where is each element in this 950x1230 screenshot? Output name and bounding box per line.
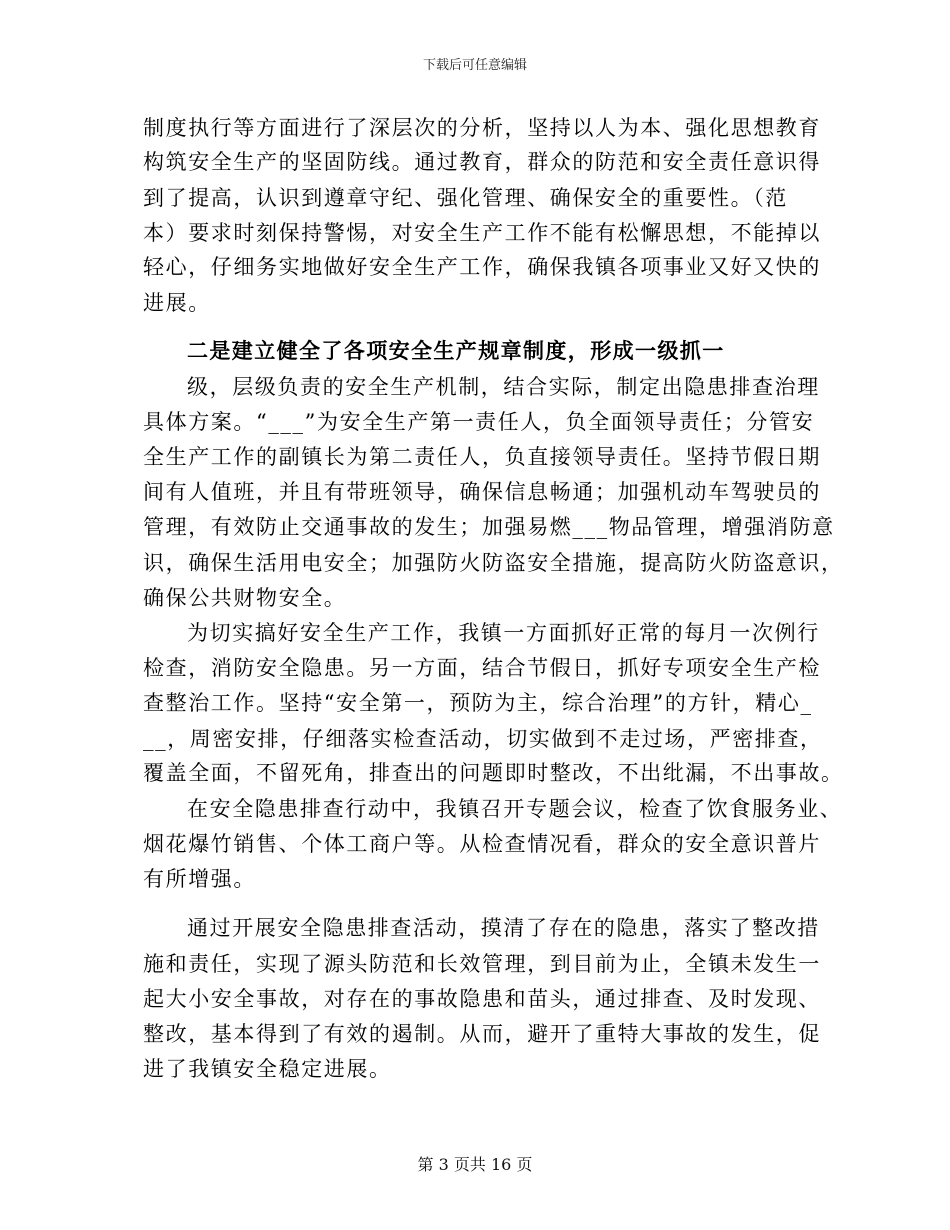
paragraph-line: 有所增强。 — [143, 867, 256, 891]
paragraph-line: 全生产工作的副镇长为第二责任人，负直接领导责任。坚持节假日期 — [143, 445, 821, 469]
paragraph-line: 施和责任，实现了源头防范和长效管理，到目前为止，全镇未发生一 — [143, 952, 821, 976]
paragraph-line: 检查，消防安全隐患。另一方面，结合节假日，抓好专项安全生产检 — [143, 656, 821, 680]
paragraph-line: 管理，有效防止交通事故的发生；加强易燃___物品管理，增强消防意 — [143, 515, 835, 539]
page-header: 下载后可任意编辑 — [422, 58, 527, 73]
paragraph-line: 确保公共财物安全。 — [143, 586, 347, 610]
paragraph-line: 起大小安全事故，对存在的事故隐患和苗头，通过排查、及时发现、 — [143, 987, 821, 1011]
paragraph-line: 为切实搞好安全生产工作，我镇一方面抓好正常的每月一次例行 — [187, 621, 820, 645]
paragraph-line: 间有人值班，并且有带班领导，确保信息畅通；加强机动车驾驶员的 — [143, 480, 821, 504]
paragraph-line: 轻心，仔细务实地做好安全生产工作，确保我镇各项事业又好又快的 — [143, 255, 821, 279]
paragraph-line: 制度执行等方面进行了深层次的分析，坚持以人为本、强化思想教育 — [143, 116, 821, 140]
paragraph-line: 覆盖全面，不留死角，排查出的问题即时整改，不出纰漏，不出事故。 — [143, 761, 844, 785]
paragraph-line: __，周密安排，仔细落实检查活动，切实做到不走过场，严密排查， — [143, 727, 823, 751]
paragraph-line: 级，层级负责的安全生产机制，结合实际，制定出隐患排查治理 — [187, 375, 820, 399]
section-heading: 二是建立健全了各项安全生产规章制度，形成一级抓一 — [187, 338, 725, 363]
paragraph-line: 进了我镇安全稳定进展。 — [143, 1057, 392, 1081]
paragraph-line: 进展。 — [143, 291, 211, 315]
page-number: 第 3 页共 16 页 — [417, 1155, 533, 1174]
paragraph-line: 本）要求时刻保持警惕，对安全生产工作不能有松懈思想，不能掉以 — [143, 221, 821, 245]
paragraph-line: 具体方案。“___”为安全生产第一责任人，负全面领导责任；分管安 — [143, 410, 815, 434]
paragraph-line: 查整治工作。坚持“安全第一，预防为主，综合治理”的方针，精心_ — [143, 691, 813, 715]
paragraph-line: 识，确保生活用电安全；加强防火防盗安全措施，提高防火防盗意识， — [143, 551, 844, 575]
paragraph-line: 烟花爆竹销售、个体工商户等。从检查情况看，群众的安全意识普片 — [143, 832, 821, 856]
paragraph-line: 构筑安全生产的坚固防线。通过教育，群众的防范和安全责任意识得 — [143, 150, 821, 174]
paragraph-line: 在安全隐患排查行动中，我镇召开专题会议，检查了饮食服务业、 — [187, 797, 843, 821]
paragraph-line: 通过开展安全隐患排查活动，摸清了存在的隐患，落实了整改措 — [187, 916, 820, 940]
paragraph-line: 到了提高，认识到遵章守纪、强化管理、确保安全的重要性。（范 — [143, 186, 788, 210]
paragraph-line: 整改，基本得到了有效的遏制。从而，避开了重特大事故的发生，促 — [143, 1022, 821, 1046]
